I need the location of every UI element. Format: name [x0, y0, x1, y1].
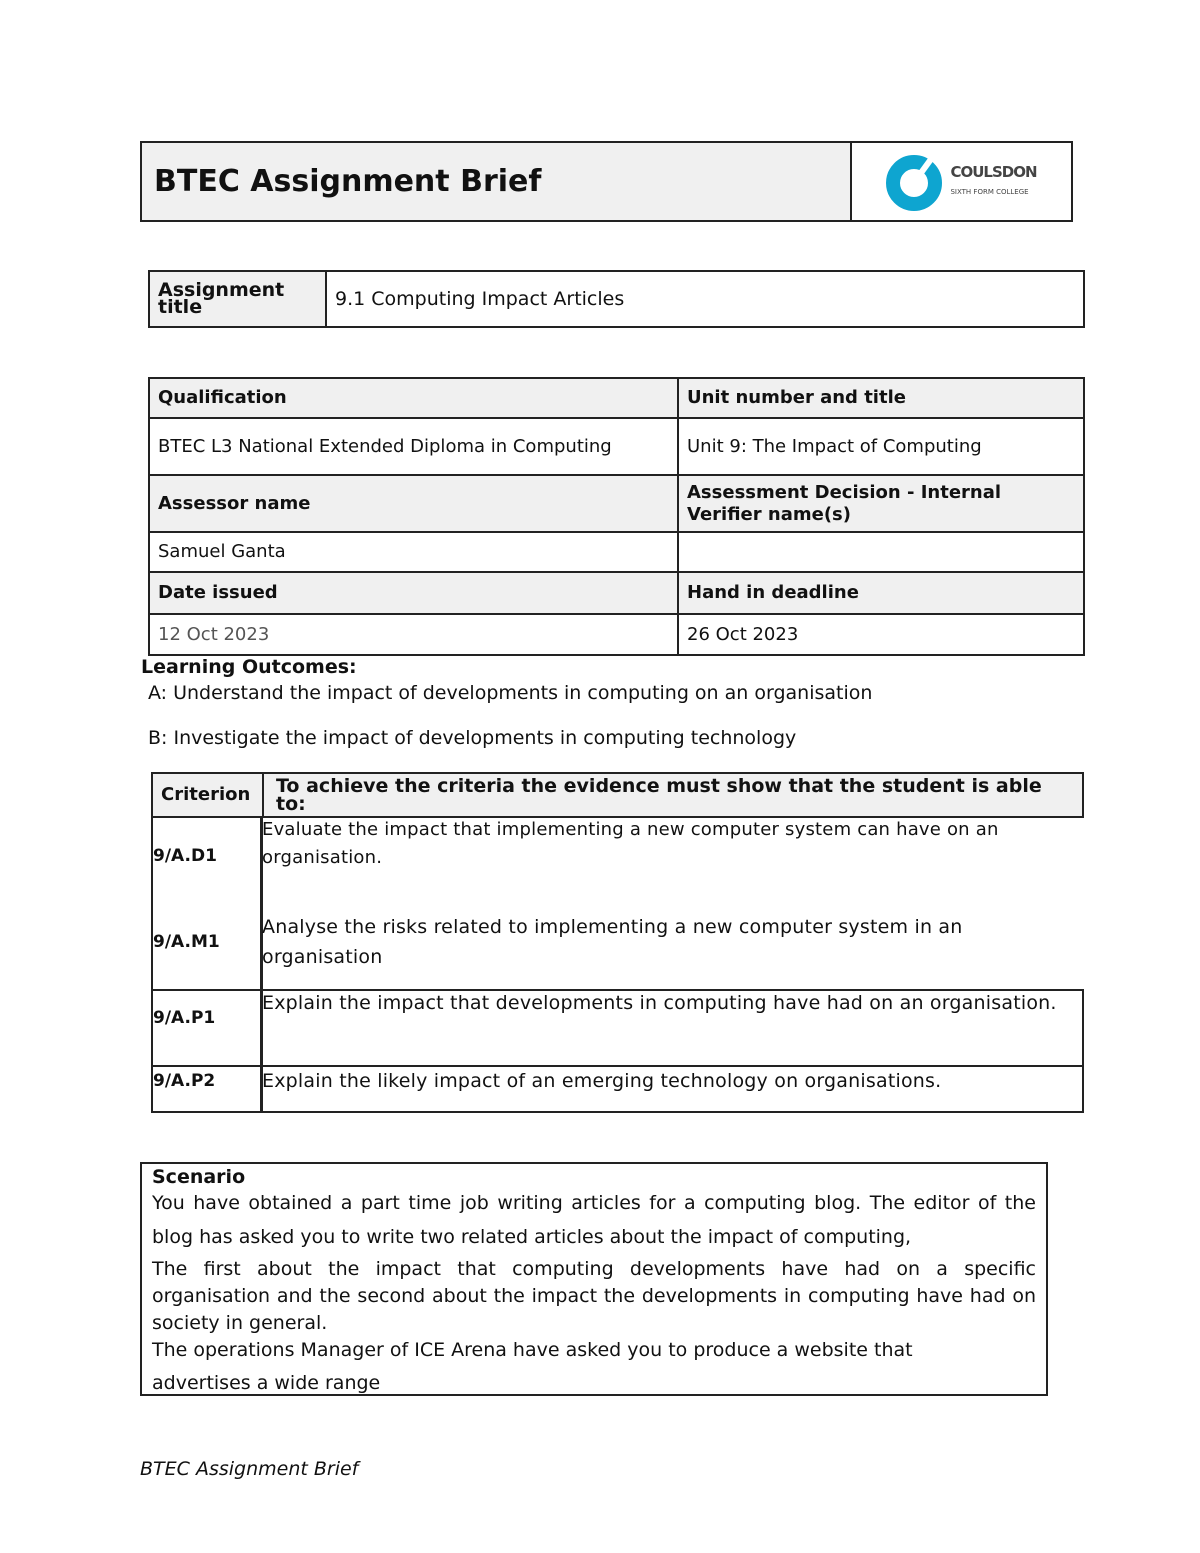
assessor-value: Samuel Ganta — [148, 531, 679, 573]
logo-name: COULSDON — [950, 162, 1037, 181]
criterion-header: Criterion — [151, 772, 264, 818]
criterion-text: Explain the likely impact of an emerging technology on organisations. — [262, 1070, 942, 1092]
criterion-text: Evaluate the impact that implementing a new computer system can have on an organisation. — [262, 819, 999, 868]
date-issued-value: 12 Oct 2023 — [148, 613, 679, 656]
criterion-code: 9/A.M1 — [153, 932, 220, 952]
logo-subtitle: SIXTH FORM COLLEGE — [950, 187, 1029, 196]
page-title: BTEC Assignment Brief — [154, 163, 542, 199]
scenario-box — [140, 1162, 1048, 1396]
college-logo — [886, 151, 1036, 213]
unit-label: Unit number and title — [677, 377, 1085, 419]
iv-label: Assessment Decision - Internal Verifier name(s) — [677, 474, 1085, 533]
scenario-paragraph: The first about the impact that computing developments have had on a specific organisation and the second about the impact the developments in computing have had on society in general. — [152, 1258, 1036, 1334]
criterion-text: Explain the impact that developments in computing have had on an organisation. — [262, 992, 1057, 1014]
criterion-code: 9/A.P2 — [153, 1071, 216, 1091]
assignment-title-value: 9.1 Computing Impact Articles — [325, 270, 1085, 328]
deadline-value: 26 Oct 2023 — [677, 613, 1085, 656]
evidence-header: To achieve the criteria the evidence must show that the student is able to: — [262, 772, 1084, 818]
scenario-heading: Scenario — [152, 1166, 246, 1188]
qualification-value: BTEC L3 National Extended Diploma in Computing — [148, 417, 679, 476]
criterion-code: 9/A.P1 — [153, 1008, 216, 1028]
assessor-label: Assessor name — [148, 474, 679, 533]
logo-ring-icon — [886, 151, 944, 213]
date-issued-label: Date issued — [148, 571, 679, 615]
footer-text: BTEC Assignment Brief — [140, 1458, 359, 1480]
deadline-label: Hand in deadline — [677, 571, 1085, 615]
outcome-a: A: Understand the impact of developments in computing on an organisation — [148, 682, 873, 704]
criterion-text: Analyse the risks related to implementing a new computer system in an organisation — [262, 916, 963, 968]
criterion-code: 9/A.D1 — [153, 846, 217, 866]
scenario-paragraph: You have obtained a part time job writing articles for a computing blog. The editor of the blog has asked you to write two related articles about the impact of computing, — [152, 1192, 1036, 1248]
brief-title-cell — [140, 141, 852, 222]
qualification-label: Qualification — [148, 377, 679, 419]
scenario-paragraph: The operations Manager of ICE Arena have asked you to produce a website that advertises a wide range — [152, 1339, 913, 1394]
outcome-b: B: Investigate the impact of developments in computing technology — [148, 727, 797, 749]
iv-value — [677, 531, 1085, 573]
logo-cell — [850, 141, 1073, 222]
unit-value: Unit 9: The Impact of Computing — [677, 417, 1085, 476]
learning-outcomes-heading: Learning Outcomes: — [141, 656, 357, 678]
assignment-title-label: Assignment title — [148, 270, 327, 328]
